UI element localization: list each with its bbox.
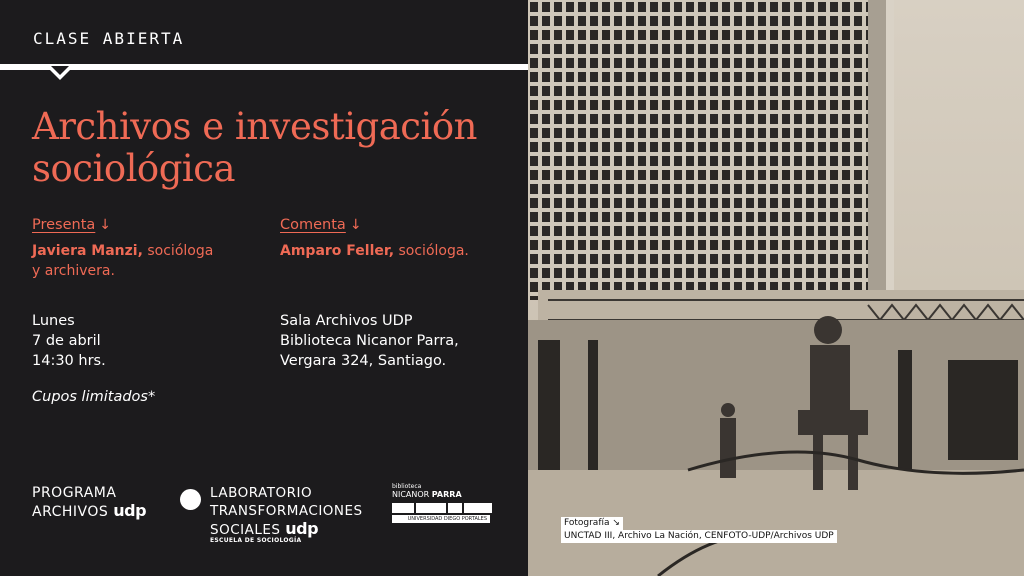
commenter-desc: socióloga. (394, 243, 469, 259)
event-title (32, 106, 512, 190)
laboratorio-logo: LABORATORIO TRANSFORMACIONES SOCIALES udp (210, 485, 363, 538)
title-line-1: Archivos e investigación (32, 105, 477, 148)
event-time: 14:30 hrs. (32, 353, 106, 369)
venue-line-3: Vergara 324, Santiago. (280, 353, 447, 369)
arrow-down-icon: ↓ (99, 217, 112, 233)
archival-photo (528, 0, 1024, 576)
event-day: Lunes (32, 313, 75, 329)
presenter-desc-2: y archivera. (32, 263, 115, 279)
presenta-label: Presenta (32, 217, 96, 233)
date-block (32, 311, 252, 371)
arrow-down-icon: ↓ (349, 217, 362, 233)
commenter-name: Amparo Feller, (280, 243, 395, 259)
comenta-label: Comenta (280, 217, 346, 233)
commenter-block (280, 215, 510, 261)
lab-circle-icon (180, 489, 201, 510)
programa-archivos-logo: PROGRAMA ARCHIVOS udp (32, 485, 147, 520)
building-photo-illustration (528, 0, 1024, 576)
venue-line-2: Biblioteca Nicanor Parra, (280, 333, 459, 349)
presenter-block (32, 215, 252, 281)
capacity-note: Cupos limitados* (32, 389, 156, 405)
kicker-label: CLASE ABIERTA (33, 29, 185, 48)
event-date: 7 de abril (32, 333, 101, 349)
caption-text: UNCTAD III, Archivo La Nación, CENFOTO-UDP/Archivos UDP (561, 530, 837, 543)
divider-rule (0, 64, 528, 70)
title-line-2: sociológica (32, 147, 236, 190)
presenter-desc: socióloga (142, 243, 214, 259)
caption-label: Fotografía ↘ (561, 517, 623, 530)
presenter-name: Javiera Manzi, (32, 243, 143, 259)
lab-subtitle: ESCUELA DE SOCIOLOGÍA (210, 537, 302, 544)
venue-line-1: Sala Archivos UDP (280, 313, 413, 329)
biblioteca-logo: biblioteca NICANOR PARRA UNIVERSIDAD DIEGO PORTALES (392, 483, 492, 523)
venue-block (280, 311, 510, 371)
photo-caption (561, 517, 837, 543)
